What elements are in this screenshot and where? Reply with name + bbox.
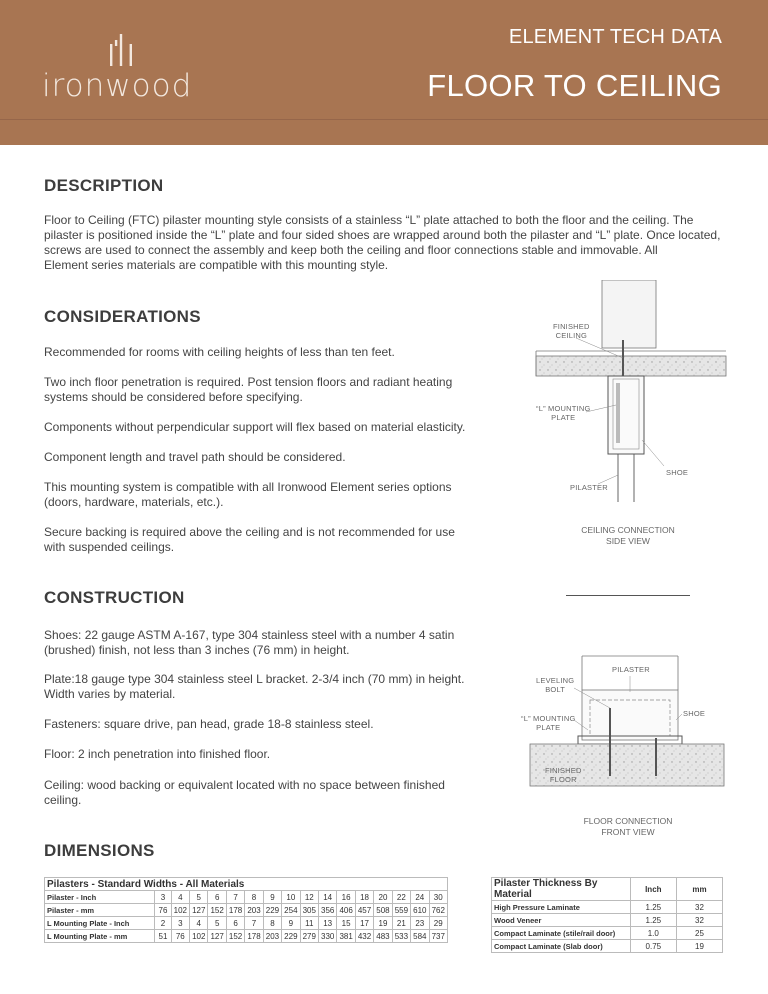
table-cell: 254 — [282, 904, 300, 917]
table-row — [492, 914, 723, 927]
table-cell: 203 — [263, 930, 281, 943]
table-cell: 610 — [411, 904, 429, 917]
table-row — [492, 940, 723, 953]
table-cell: 203 — [245, 904, 263, 917]
table-cell: 23 — [411, 917, 429, 930]
construction-line: Floor: 2 inch penetration into finished floor. — [44, 747, 271, 761]
table-row — [45, 904, 448, 917]
construction-line: Ceiling: wood backing or equivalent located with no space between finished — [44, 778, 445, 792]
ceiling-connection-diagram — [530, 280, 730, 505]
table-cell: 1.0 — [630, 927, 676, 940]
table-cell: 13 — [318, 917, 336, 930]
caption-line: CEILING CONNECTION — [581, 525, 675, 535]
table-cell: 24 — [411, 891, 429, 904]
table-cell: 178 — [226, 904, 244, 917]
table-cell: 5 — [208, 917, 226, 930]
table-cell: 32 — [676, 914, 722, 927]
consideration-line: Components without perpendicular support will flex based on material elasticity. — [44, 420, 466, 434]
description-line: screws are used to connect the assembly and keep both the ceiling and floor connections stable and immovable. All — [44, 243, 658, 257]
consideration-line: Secure backing is required above the ceiling and is not recommended for use — [44, 525, 455, 539]
table-cell: 7 — [245, 917, 263, 930]
logo-text: ironwood — [42, 68, 193, 104]
construction-heading: CONSTRUCTION — [44, 588, 185, 607]
table-cell: 14 — [318, 891, 336, 904]
ironwood-logo — [42, 30, 212, 110]
table-row — [45, 917, 448, 930]
row-label: High Pressure Laminate — [492, 901, 631, 914]
table-row — [45, 891, 448, 904]
consideration-item — [44, 525, 455, 555]
thickness-table — [491, 877, 723, 953]
consideration-line: with suspended ceilings. — [44, 540, 175, 554]
caption-line: FRONT VIEW — [601, 827, 655, 837]
page-title: FLOOR TO CEILING — [427, 68, 722, 103]
table-cell: 32 — [676, 901, 722, 914]
finished-floor-label — [545, 766, 582, 784]
construction-line: Plate:18 gauge type 304 stainless steel L bracket. 2-3/4 inch (70 mm) in height. — [44, 672, 465, 686]
consideration-item — [44, 375, 452, 405]
widths-table-title: Pilasters - Standard Widths - All Materials — [45, 878, 448, 891]
consideration-item — [44, 450, 346, 465]
row-label: Pilaster - Inch — [45, 891, 155, 904]
table-cell: 737 — [429, 930, 447, 943]
shoe-label: SHOE — [666, 468, 689, 477]
dimensions-heading: DIMENSIONS — [44, 841, 155, 860]
table-cell: 3 — [155, 891, 171, 904]
table-cell: 18 — [355, 891, 373, 904]
construction-line: ceiling. — [44, 793, 82, 807]
construction-line: Width varies by material. — [44, 687, 176, 701]
table-cell: 17 — [355, 917, 373, 930]
widths-table — [44, 877, 448, 943]
table-cell: 9 — [263, 891, 281, 904]
description-line: Floor to Ceiling (FTC) pilaster mounting style consists of a stainless “L” plate attached to both the floor and the ceiling. The — [44, 213, 694, 227]
table-row — [492, 901, 723, 914]
label-line: “L” MOUNTING — [521, 714, 576, 723]
consideration-line: (doors, hardware, materials, etc.). — [44, 495, 224, 509]
consideration-line: This mounting system is compatible with all Ironwood Element series options — [44, 480, 452, 494]
label-line: FINISHED — [545, 766, 582, 775]
label-line: LEVELING — [536, 676, 575, 685]
column-header-inch: Inch — [630, 878, 676, 901]
floor-pilaster-label: PILASTER — [612, 665, 650, 674]
table-cell: 178 — [245, 930, 263, 943]
column-header-mm: mm — [676, 878, 722, 901]
table-cell: 559 — [392, 904, 410, 917]
description-line: pilaster is positioned inside the “L” plate and four sided shoes are wrapped around both the pilaster and “L” plate. Once located, — [44, 228, 721, 242]
consideration-line: Two inch floor penetration is required. Post tension floors and radiant heating — [44, 375, 453, 389]
consideration-line: Recommended for rooms with ceiling heights of less than ten feet. — [44, 345, 395, 359]
table-header-row — [492, 878, 723, 901]
construction-item — [44, 717, 374, 732]
table-cell: 30 — [429, 891, 447, 904]
l-plate-label — [536, 404, 590, 422]
construction-line: (brushed) finish, not less than 3 inches (76 mm) in height. — [44, 643, 350, 657]
finished-ceiling-label — [553, 322, 590, 340]
table-cell: 20 — [374, 891, 392, 904]
table-cell: 76 — [155, 904, 171, 917]
table-cell: 21 — [392, 917, 410, 930]
table-cell: 15 — [337, 917, 355, 930]
table-cell: 4 — [171, 891, 189, 904]
consideration-item — [44, 345, 395, 360]
table-cell: 330 — [318, 930, 336, 943]
table-cell: 19 — [676, 940, 722, 953]
table-cell: 762 — [429, 904, 447, 917]
thickness-table-title: Pilaster Thickness By Material — [492, 878, 631, 901]
table-cell: 102 — [171, 904, 189, 917]
table-cell: 29 — [429, 917, 447, 930]
ceiling-diagram-caption — [568, 525, 688, 547]
leveling-bolt-label — [536, 676, 574, 694]
row-label: Wood Veneer — [492, 914, 631, 927]
description-heading: DESCRIPTION — [44, 176, 164, 195]
divider — [566, 595, 690, 596]
table-cell: 10 — [282, 891, 300, 904]
table-cell: 152 — [226, 930, 244, 943]
label-line: FLOOR — [549, 775, 577, 784]
floor-shoe-label: SHOE — [683, 709, 706, 718]
table-cell: 406 — [337, 904, 355, 917]
table-cell: 381 — [337, 930, 355, 943]
table-cell: 508 — [374, 904, 392, 917]
label-line: CEILING — [555, 331, 588, 340]
consideration-item — [44, 420, 465, 435]
description-line: Element series materials are compatible with this mounting style. — [44, 258, 389, 272]
label-line: “L” MOUNTING — [536, 404, 591, 413]
table-cell: 25 — [676, 927, 722, 940]
table-cell: 51 — [155, 930, 171, 943]
table-cell: 457 — [355, 904, 373, 917]
table-title-row — [45, 878, 448, 891]
table-cell: 356 — [318, 904, 336, 917]
table-row — [45, 930, 448, 943]
table-cell: 8 — [263, 917, 281, 930]
header-strip — [0, 119, 768, 145]
label-line: PLATE — [551, 413, 576, 422]
table-cell: 22 — [392, 891, 410, 904]
row-label: L Mounting Plate - mm — [45, 930, 155, 943]
table-cell: 229 — [263, 904, 281, 917]
consideration-line: Component length and travel path should be considered. — [44, 450, 346, 464]
table-cell: 483 — [374, 930, 392, 943]
row-label: Compact Laminate (stile/rail door) — [492, 927, 631, 940]
construction-item — [44, 672, 464, 702]
construction-line: Fasteners: square drive, pan head, grade 18-8 stainless steel. — [44, 717, 374, 731]
table-cell: 533 — [392, 930, 410, 943]
table-cell: 6 — [208, 891, 226, 904]
table-cell: 8 — [245, 891, 263, 904]
header-subtitle: ELEMENT TECH DATA — [508, 26, 722, 48]
considerations-heading: CONSIDERATIONS — [44, 307, 201, 326]
table-cell: 584 — [411, 930, 429, 943]
caption-line: FLOOR CONNECTION — [583, 816, 673, 826]
table-cell: 102 — [190, 930, 208, 943]
table-cell: 127 — [190, 904, 208, 917]
logo-mark-icon — [108, 34, 134, 68]
consideration-item — [44, 480, 452, 510]
construction-item — [44, 778, 445, 808]
table-cell: 5 — [190, 891, 208, 904]
table-row — [492, 927, 723, 940]
table-cell: 16 — [337, 891, 355, 904]
table-cell: 1.25 — [630, 901, 676, 914]
description-text — [44, 213, 744, 273]
consideration-line: systems should be considered before specifying. — [44, 390, 303, 404]
row-label: L Mounting Plate - Inch — [45, 917, 155, 930]
label-line: FINISHED — [553, 322, 590, 331]
table-cell: 0.75 — [630, 940, 676, 953]
table-cell: 4 — [190, 917, 208, 930]
table-cell: 11 — [300, 917, 318, 930]
table-cell: 279 — [300, 930, 318, 943]
table-cell: 2 — [155, 917, 171, 930]
table-cell: 3 — [171, 917, 189, 930]
floor-diagram-caption — [568, 816, 688, 838]
label-line: BOLT — [545, 685, 566, 694]
caption-line: SIDE VIEW — [606, 536, 650, 546]
table-cell: 229 — [282, 930, 300, 943]
table-cell: 432 — [355, 930, 373, 943]
pilaster-label: PILASTER — [570, 483, 608, 492]
table-cell: 1.25 — [630, 914, 676, 927]
table-cell: 7 — [226, 891, 244, 904]
row-label: Compact Laminate (Slab door) — [492, 940, 631, 953]
construction-line: Shoes: 22 gauge ASTM A-167, type 304 stainless steel with a number 4 satin — [44, 628, 455, 642]
floor-l-plate-label — [521, 714, 575, 732]
table-cell: 127 — [208, 930, 226, 943]
table-cell: 152 — [208, 904, 226, 917]
table-cell: 9 — [282, 917, 300, 930]
table-cell: 305 — [300, 904, 318, 917]
construction-item — [44, 628, 454, 658]
table-cell: 76 — [171, 930, 189, 943]
construction-item — [44, 747, 270, 762]
table-cell: 19 — [374, 917, 392, 930]
table-cell: 12 — [300, 891, 318, 904]
row-label: Pilaster - mm — [45, 904, 155, 917]
table-cell: 6 — [226, 917, 244, 930]
label-line: PLATE — [536, 723, 561, 732]
